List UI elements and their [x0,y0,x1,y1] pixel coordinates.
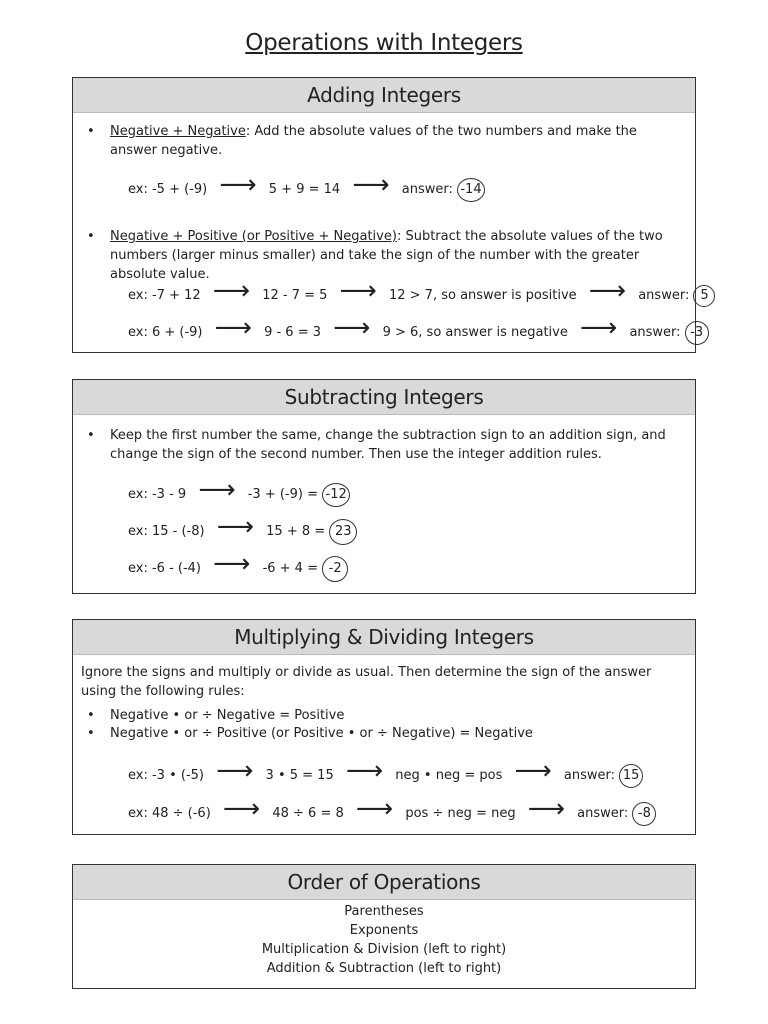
answer-label: answer: [563,768,616,783]
intro-text: Ignore the signs and multiply or divide as usual. Then determine the sign of the answer using the following rules: [81,665,652,699]
example-row [128,170,485,202]
rule-text: : Subtract the absolute values of the two numbers (larger minus smaller) and take the sign of the number with the greater absolute value. [110,229,663,282]
example-step: 12 - 7 = 5 [262,288,328,303]
order-item: Addition & Subtraction (left to right) [266,961,502,976]
answer-label: answer: [638,288,690,303]
answer-circle: 5 [693,285,715,307]
answer-circle: 15 [619,764,643,788]
bullet-item [87,724,670,743]
arrow-icon: ⟶ [214,313,252,343]
rule-text: : Add the absolute values of the two numbers and make the answer negative. [110,124,637,158]
rule-text: Keep the first number the same, change the subtraction sign to an addition sign, and change the sign of the second number. Then use the integer addition rules. [110,428,666,462]
example-prefix: ex: -3 • (-5) [128,768,204,783]
arrow-icon: ⟶ [339,276,377,306]
example-row [128,549,348,582]
example-step: 48 ÷ 6 = 8 [272,806,344,821]
arrow-icon: ⟶ [580,313,618,343]
example-prefix: ex: -3 - 9 [128,487,187,502]
answer-circle: -14 [457,178,485,202]
example-prefix: ex: -5 + (-9) [128,182,208,197]
section-heading: Order of Operations [73,865,695,900]
section-heading: Adding Integers [73,78,695,113]
order-item: Multiplication & Division (left to right) [261,942,507,957]
order-item: Parentheses [344,904,424,919]
example-row [128,756,643,788]
bullet-item [87,122,670,160]
page-title: Operations with Integers [245,30,523,56]
bullet-item [87,426,670,464]
example-reason: 12 > 7, so answer is positive [388,288,577,303]
bullet-icon: • [87,229,95,244]
bullet-icon: • [87,428,95,443]
example-step: -6 + 4 = [262,561,318,576]
section-heading: Subtracting Integers [73,380,695,415]
bullet-icon: • [87,708,95,723]
bullet-item [87,706,670,725]
example-row [128,512,357,545]
answer-label: answer: [577,806,629,821]
answer-circle: -8 [632,802,656,826]
answer-label: answer: [629,325,681,340]
arrow-icon: ⟶ [198,475,236,505]
example-step: 5 + 9 = 14 [268,182,341,197]
example-reason: pos ÷ neg = neg [405,806,516,821]
rule-label: Negative + Positive (or Positive + Negative) [110,229,397,244]
arrow-icon: ⟶ [355,794,394,824]
example-row [128,475,350,507]
arrow-icon: ⟶ [588,276,627,306]
adding-integers-section [72,77,709,353]
answer-circle: -2 [322,556,348,582]
arrow-icon: ⟶ [514,756,552,786]
bullet-icon: • [87,726,95,741]
example-row [128,794,656,826]
arrow-icon: ⟶ [345,756,384,786]
arrow-icon: ⟶ [352,170,390,200]
order-list [73,900,695,978]
example-step: -3 + (-9) = [247,487,318,502]
arrow-icon: ⟶ [216,756,254,786]
section-heading: Multiplying & Dividing Integers [73,620,695,655]
example-reason: 9 > 6, so answer is negative [382,325,568,340]
example-prefix: ex: 48 ÷ (-6) [128,806,211,821]
arrow-icon: ⟶ [219,170,257,200]
arrow-icon: ⟶ [216,512,254,542]
example-prefix: ex: -6 - (-4) [128,561,201,576]
answer-circle: -3 [685,321,709,345]
bullet-icon: • [87,124,95,139]
answer-label: answer: [401,182,453,197]
arrow-icon: ⟶ [333,313,371,343]
arrow-icon: ⟶ [213,549,251,579]
rule-text: Negative • or ÷ Negative = Positive [110,708,345,723]
example-row [128,276,715,307]
arrow-icon: ⟶ [527,794,566,824]
example-prefix: ex: -7 + 12 [128,288,201,303]
answer-circle: 23 [329,519,357,545]
multiplying-dividing-section [72,619,696,835]
rule-label: Negative + Negative [110,124,246,139]
arrow-icon: ⟶ [212,276,251,306]
order-of-operations-section [72,864,696,989]
example-reason: neg • neg = pos [395,768,503,783]
example-step: 9 - 6 = 3 [264,325,322,340]
order-item: Exponents [349,923,419,938]
arrow-icon: ⟶ [222,794,261,824]
subtracting-integers-section [72,379,696,594]
example-row [128,313,709,345]
answer-circle: -12 [322,483,350,507]
example-step: 3 • 5 = 15 [265,768,334,783]
example-step: 15 + 8 = [266,524,326,539]
rule-text: Negative • or ÷ Positive (or Positive • or ÷ Negative) = Negative [110,726,533,741]
example-prefix: ex: 15 - (-8) [128,524,205,539]
example-prefix: ex: 6 + (-9) [128,325,203,340]
